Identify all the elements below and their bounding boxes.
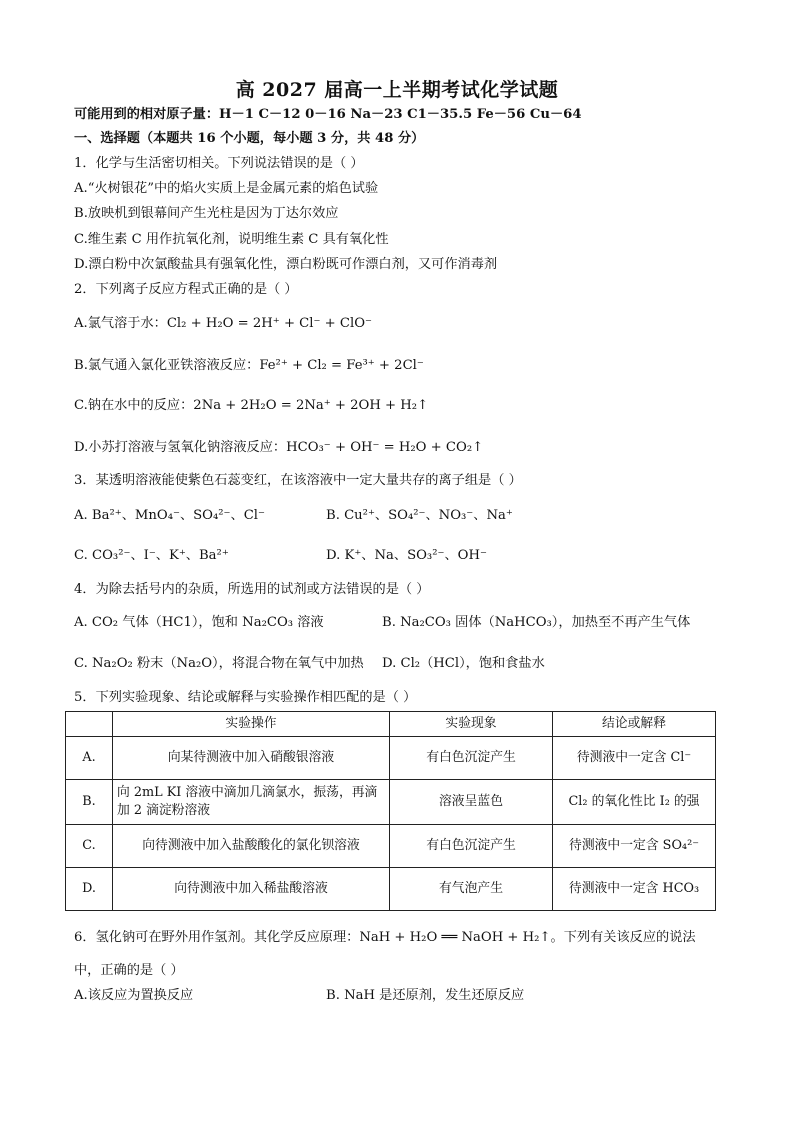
q3-option-d: D. K⁺、Na、SO₃²⁻、OH⁻: [326, 548, 487, 563]
q3-option-a: A. Ba²⁺、MnO₄⁻、SO₄²⁻、Cl⁻: [74, 508, 265, 523]
table-header-cell: 实验现象: [390, 712, 553, 737]
q6-option-a: A.该反应为置换反应: [74, 988, 194, 1003]
table-cell: 向待测液中加入盐酸酸化的氯化钡溶液: [113, 825, 390, 868]
q5-stem: 5．下列实验现象、结论或解释与实验操作相匹配的是（ ）: [74, 690, 417, 705]
q6-option-b: B. NaH 是还原剂，发生还原反应: [326, 988, 525, 1003]
q2-stem: 2．下列离子反应方程式正确的是（ ）: [74, 282, 298, 297]
experiment-table: [65, 711, 716, 911]
table-row: [66, 868, 716, 911]
q1-option-a: A.“火树银花”中的焰火实质上是金属元素的焰色试验: [74, 181, 379, 196]
q1-stem: 1．化学与生活密切相关。下列说法错误的是（ ）: [74, 156, 364, 171]
q2-option-a: A.氯气溶于水：Cl₂ + H₂O = 2H⁺ + Cl⁻ + ClO⁻: [74, 316, 372, 331]
q4-stem: 4．为除去括号内的杂质，所选用的试剂或方法错误的是（ ）: [74, 582, 430, 597]
table-cell: 待测液中一定含 HCO₃: [553, 868, 716, 911]
table-cell: 有气泡产生: [390, 868, 553, 911]
q2-option-d: D.小苏打溶液与氢氧化钠溶液反应：HCO₃⁻ + OH⁻ = H₂O + CO₂↑: [74, 440, 484, 455]
table-cell: 向待测液中加入稀盐酸溶液: [113, 868, 390, 911]
table-cell: 有白色沉淀产生: [390, 737, 553, 780]
table-cell: 向某待测液中加入硝酸银溶液: [113, 737, 390, 780]
table-cell: A.: [66, 737, 113, 780]
table-cell: B.: [66, 780, 113, 825]
table-row: [66, 780, 716, 825]
table-row: [66, 737, 716, 780]
q3-stem: 3．某透明溶液能使紫色石蕊变红，在该溶液中一定大量共存的离子组是（ ）: [74, 473, 522, 488]
q4-option-d: D. Cl₂（HCl），饱和食盐水: [382, 656, 545, 671]
q4-option-b: B. Na₂CO₃ 固体（NaHCO₃），加热至不再产生气体: [382, 615, 691, 630]
page-title: 高 2027 届高一上半期考试化学试题: [235, 79, 559, 101]
q1-option-b: B.放映机到银幕间产生光柱是因为丁达尔效应: [74, 206, 339, 221]
q3-option-b: B. Cu²⁺、SO₄²⁻、NO₃⁻、Na⁺: [326, 508, 513, 523]
atomic-masses-line: 可能用到的相对原子量：H－1 C－12 0－16 Na－23 C1－35.5 Fe－56 Cu－64: [74, 107, 582, 122]
table-cell: 待测液中一定含 SO₄²⁻: [553, 825, 716, 868]
table-cell: 有白色沉淀产生: [390, 825, 553, 868]
table-cell: D.: [66, 868, 113, 911]
q3-option-c: C. CO₃²⁻、I⁻、K⁺、Ba²⁺: [74, 548, 229, 563]
table-header-cell: 结论或解释: [553, 712, 716, 737]
q4-option-a: A. CO₂ 气体（HC1），饱和 Na₂CO₃ 溶液: [74, 615, 324, 630]
table-cell: 待测液中一定含 Cl⁻: [553, 737, 716, 780]
table-header-cell: 实验操作: [113, 712, 390, 737]
table-cell: 向 2mL KI 溶液中滴加几滴氯水，振荡，再滴加 2 滴淀粉溶液: [113, 780, 390, 825]
table-cell: Cl₂ 的氧化性比 I₂ 的强: [553, 780, 716, 825]
q6-stem-line2: 中，正确的是（ ）: [74, 963, 184, 978]
table-cell: 溶液呈蓝色: [390, 780, 553, 825]
q2-option-b: B.氯气通入氯化亚铁溶液反应：Fe²⁺ + Cl₂ = Fe³⁺ + 2Cl⁻: [74, 358, 424, 373]
table-header-cell: [66, 712, 113, 737]
table-cell: C.: [66, 825, 113, 868]
table-header-row: [66, 712, 716, 737]
table-row: [66, 825, 716, 868]
q4-option-c: C. Na₂O₂ 粉末（Na₂O），将混合物在氧气中加热: [74, 656, 364, 671]
q1-option-d: D.漂白粉中次氯酸盐具有强氧化性，漂白粉既可作漂白剂，又可作消毒剂: [74, 257, 498, 272]
q6-stem-line1: 6．氢化钠可在野外用作氢剂。其化学反应原理：NaH + H₂O ══ NaOH + H₂↑。下列有关该反应的说法: [74, 930, 696, 945]
q1-option-c: C.维生素 C 用作抗氧化剂，说明维生素 C 具有氧化性: [74, 232, 389, 247]
section-heading: 一、选择题（本题共 16 个小题，每小题 3 分，共 48 分）: [74, 131, 425, 146]
q2-option-c: C.钠在水中的反应：2Na + 2H₂O = 2Na⁺ + 2OH + H₂↑: [74, 398, 429, 413]
